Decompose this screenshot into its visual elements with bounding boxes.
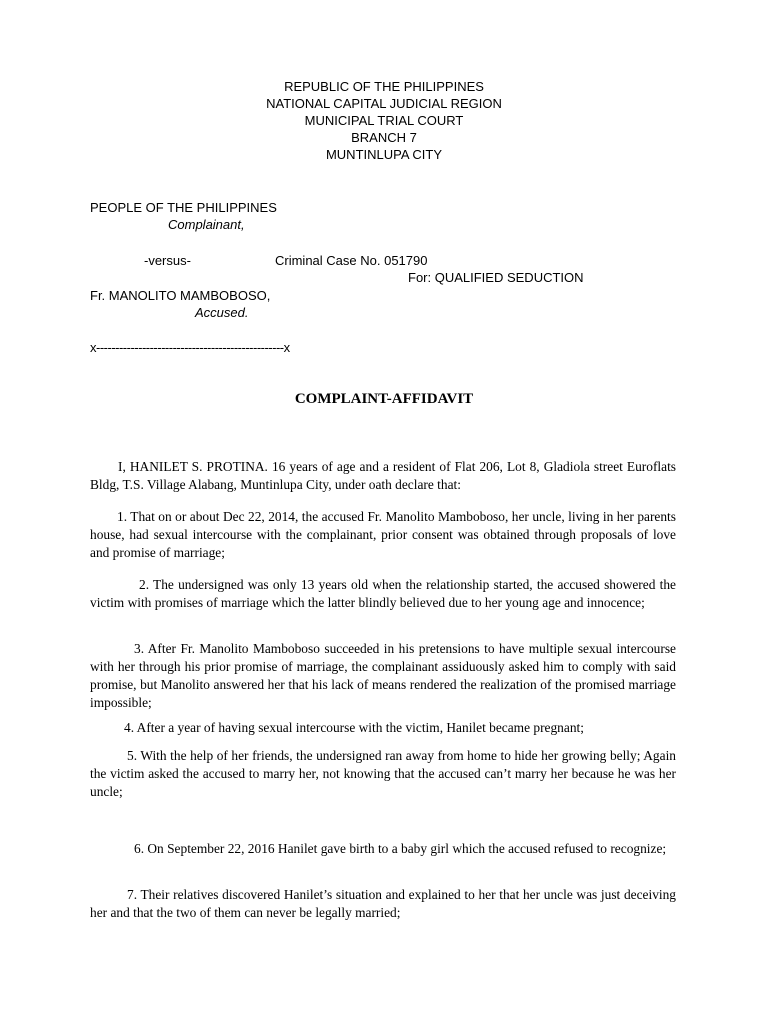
header-republic: REPUBLIC OF THE PHILIPPINES xyxy=(284,79,484,94)
document-title: COMPLAINT-AFFIDAVIT xyxy=(294,391,474,407)
case-offense: For: QUALIFIED SEDUCTION xyxy=(408,270,584,285)
court-header xyxy=(0,78,768,163)
header-city: MUNTINLUPA CITY xyxy=(325,147,443,162)
versus-label: -versus- xyxy=(144,253,191,268)
header-court: MUNICIPAL TRIAL COURT xyxy=(304,113,464,128)
header-branch: BRANCH 7 xyxy=(351,130,417,145)
paragraph-7: 7. Their relatives discovered Hanilet’s situation and explained to her that her uncle was just deceiving her and that the two of them can never be legally married; xyxy=(90,887,676,920)
paragraph-3: 3. After Fr. Manolito Mamboboso succeeded in his pretensions to have multiple sexual intercourse with her through his prior promise of marriage, the complainant assiduously asked him to comply with said promise, but Manolito answered her that his lack of means rendered the realization of the promised marriage impossible; xyxy=(90,641,676,710)
intro-paragraph: I, HANILET S. PROTINA. 16 years of age and a resident of Flat 206, Lot 8, Gladiola street Euroflats Bldg, T.S. Village Alabang, Muntinlupa City, under oath declare that: xyxy=(90,459,676,492)
paragraph-1: 1. That on or about Dec 22, 2014, the accused Fr. Manolito Mamboboso, her uncle, living in her parents house, had sexual intercourse with the complainant, prior consent was obtained through proposals of love and promise of marriage; xyxy=(90,509,676,560)
accused-name: Fr. MANOLITO MAMBOBOSO, xyxy=(90,288,271,303)
paragraph-6: 6. On September 22, 2016 Hanilet gave birth to a baby girl which the accused refused to recognize; xyxy=(134,841,667,856)
paragraph-4: 4. After a year of having sexual intercourse with the victim, Hanilet became pregnant; xyxy=(124,720,584,735)
case-number: Criminal Case No. 051790 xyxy=(275,253,428,268)
paragraph-2: 2. The undersigned was only 13 years old when the relationship started, the accused showered the victim with promises of marriage which the latter blindly believed due to her young age and innocence; xyxy=(90,577,676,610)
paragraph-5: 5. With the help of her friends, the undersigned ran away from home to hide her growing belly; Again the victim asked the accused to marry her, not knowing that the accused can’t marry her because he was her uncle; xyxy=(90,748,676,799)
accused-role: Accused. xyxy=(195,305,249,320)
complainant-name: PEOPLE OF THE PHILIPPINES xyxy=(90,200,277,215)
header-region: NATIONAL CAPITAL JUDICIAL REGION xyxy=(266,96,502,111)
complainant-role: Complainant, xyxy=(168,217,245,232)
caption-separator: x-------------------------------------------------x xyxy=(90,340,290,355)
